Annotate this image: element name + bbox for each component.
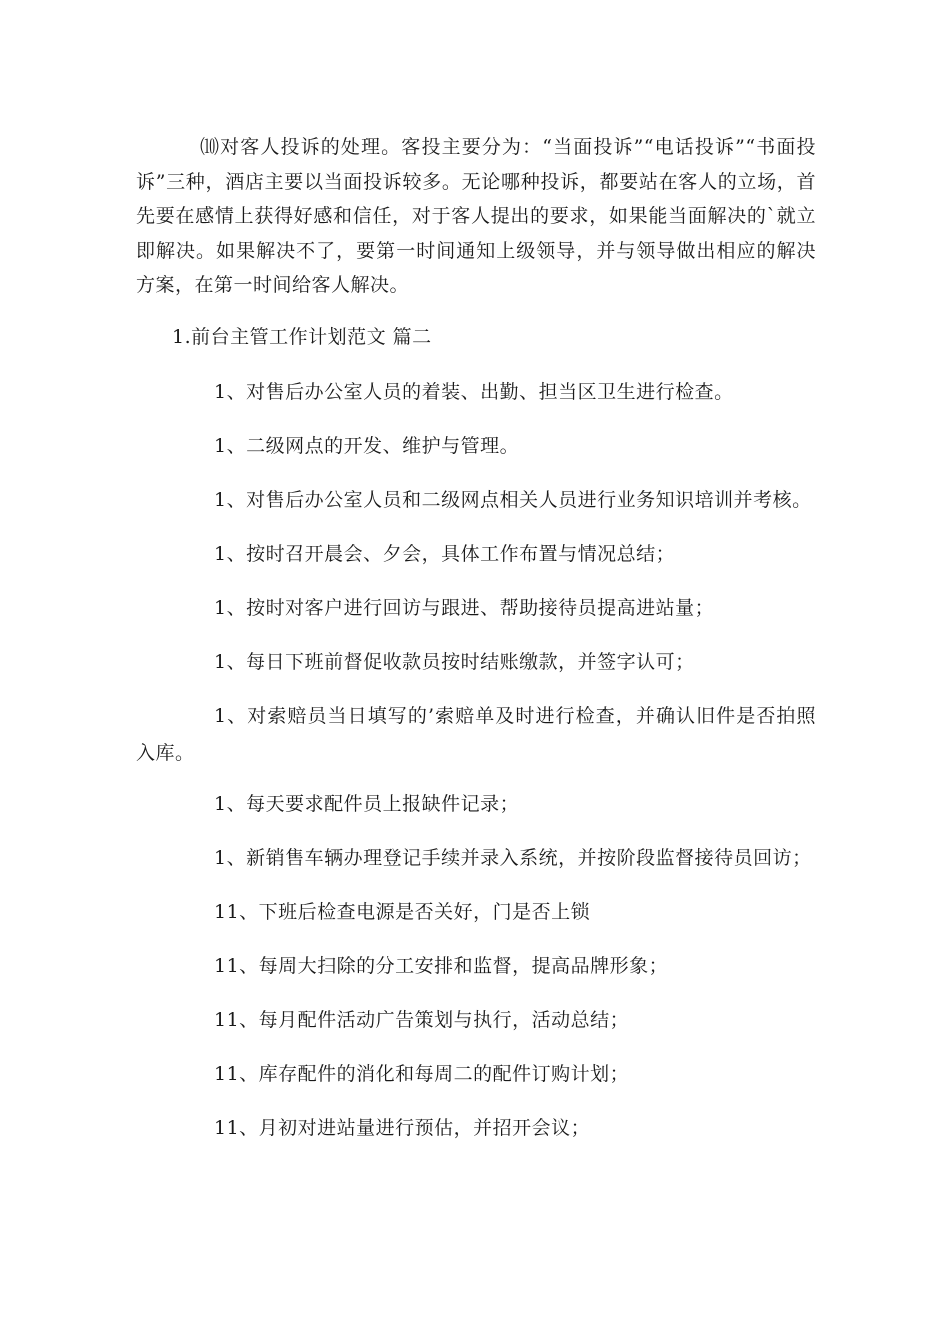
list-item: 11、库存配件的消化和每周二的配件订购计划； [214, 1063, 630, 1085]
list-item: 1、每日下班前督促收款员按时结账缴款，并签字认可； [214, 651, 695, 673]
list-item: 1、对索赔员当日填写的’索赔单及时进行检查，并确认旧件是否拍照入库。 [136, 705, 816, 764]
list-item: 1、对售后办公室人员和二级网点相关人员进行业务知识培训并考核。 [214, 489, 812, 511]
list-item: 11、每周大扫除的分工安排和监督，提高品牌形象； [214, 955, 669, 977]
list-item: 1、二级网点的开发、维护与管理。 [214, 435, 520, 457]
list-item: 11、月初对进站量进行预估，并招开会议； [214, 1117, 591, 1139]
list-item: 1、按时对客户进行回访与跟进、帮助接待员提高进站量； [214, 597, 715, 619]
list-item: 1、对售后办公室人员的着装、出勤、担当区卫生进行检查。 [214, 381, 734, 403]
section-heading: 1.前台主管工作计划范文 篇二 [172, 326, 432, 348]
list-item: 11、每月配件活动广告策划与执行，活动总结； [214, 1009, 630, 1031]
list-item: 1、新销售车辆办理登记手续并录入系统，并按阶段监督接待员回访； [214, 847, 812, 869]
intro-paragraph: ⑽对客人投诉的处理。客投主要分为：“当面投诉”“电话投诉”“书面投诉”三种，酒店主要以当面投诉较多。无论哪种投诉，都要站在客人的立场，首先要在感情上获得好感和信任，对于客人提出的要求，如果能当面解决的`就立即解决。如果解决不了，要第一时间通知上级领导，并与领导做出相应的解决方案，在第一时间给客人解决。 [136, 136, 816, 296]
list-item: 1、每天要求配件员上报缺件记录； [214, 793, 520, 815]
list-item: 11、下班后检查电源是否关好，门是否上锁 [214, 901, 591, 923]
list-item: 1、按时召开晨会、夕会，具体工作布置与情况总结； [214, 543, 676, 565]
